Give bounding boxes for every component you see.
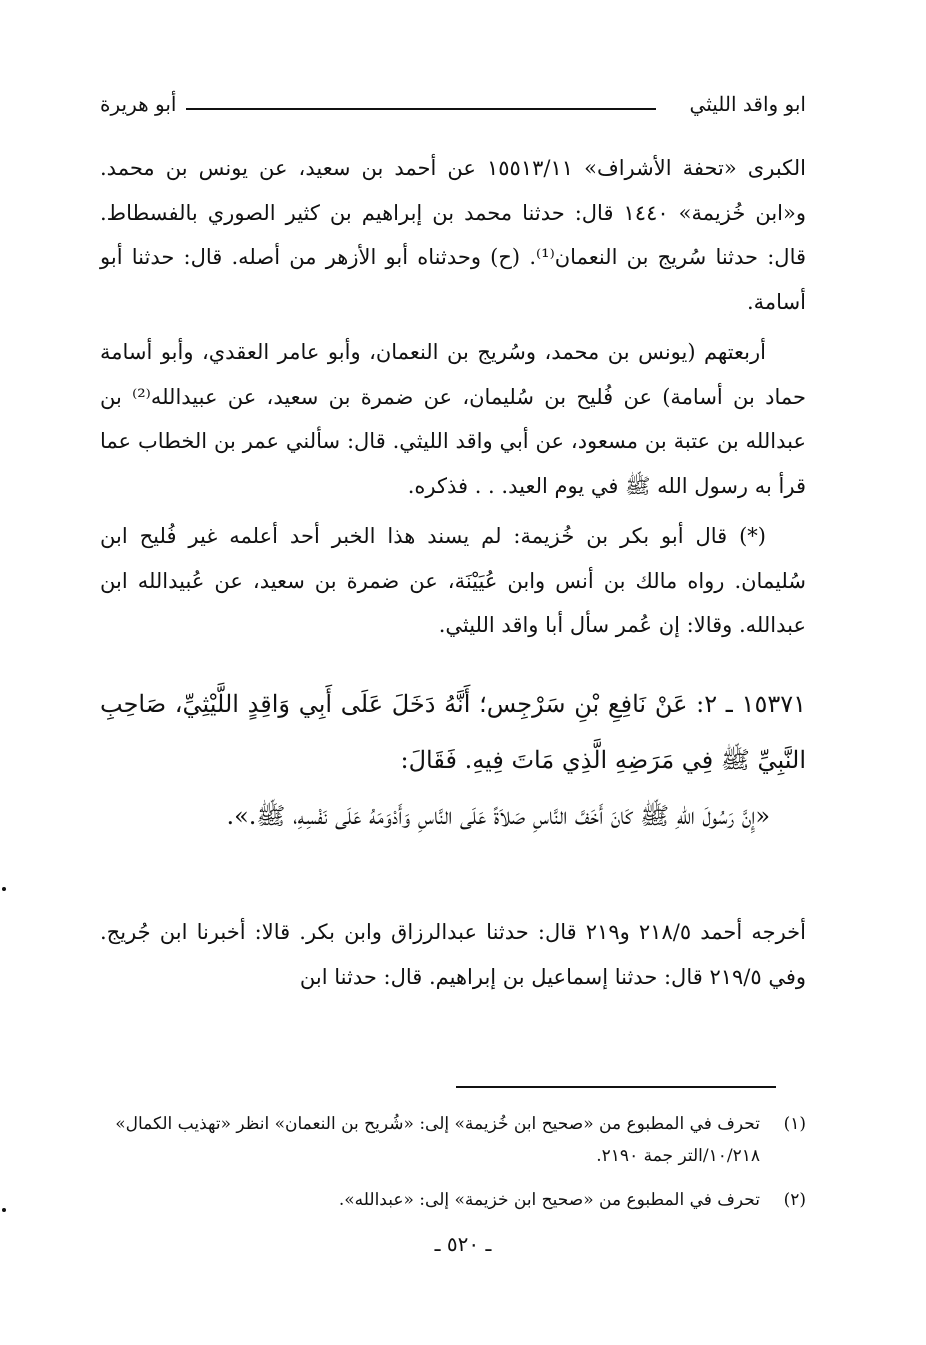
hadith-quote: «إِنَّ رَسُولَ اللهِ ﷺ كَانَ أَخَفَّ النَّاسِ صَلاَةً عَلَى النَّاسِ وَأَدْوَمَهُ عَلَى نَفْسِهِ، ﷺ.».: [226, 802, 770, 830]
header-chapter-title: ابو واقد الليثي: [689, 92, 806, 116]
footnote-number: (١): [783, 1114, 806, 1134]
takhrij-paragraph: أخرجه أحمد ٢١٨/٥ و٢١٩ قال: حدثنا عبدالرزاق وابن بكر. قالا: أخبرنا ابن جُريج. وفي ٢١٩/٥ قال: حدثنا إسماعيل بن إبراهيم. قال: حدثنا ابن: [100, 920, 806, 989]
header-book-title: أبو هريرة: [100, 92, 177, 116]
narrators-paragraph: أربعتهم (يونس بن محمد، وسُريج بن النعمان، وأبو عامر العقدي، وأبو أسامة حماد بن أسامة) عن فُليح بن سُليمان، عن ضمرة بن سعيد، عن عبيدالله⁽²⁾ بن عبدالله بن عتبة بن مسعود، عن أبي واقد الليثي. قال: سألني عمر بن الخطاب عما قرأ به رسول الله ﷺ في يوم العيد. . . فذكره.: [100, 340, 806, 498]
running-header: [100, 92, 806, 126]
intro-paragraph-block: [100, 146, 806, 324]
header-rule: [186, 108, 656, 110]
scan-edge-mark: [2, 887, 6, 891]
note-paragraph: (*) قال أبو بكر بن خُزيمة: لم يسند هذا الخبر أحد أعلمه غير فُليح ابن سُليمان. رواه مالك بن أنس وابن عُيَيْنَة، عن ضمرة بن سعيد، عن عُبيدالله ابن عبدالله. وقالا: إن عُمر سأل أبا واقد الليثي.: [100, 524, 806, 637]
footnote-1: [100, 1108, 806, 1172]
footnote-separator: [456, 1086, 776, 1088]
footnote-text: تحرف في المطبوع من «صحيح ابن خُزيمة» إلى: «شُريح بن النعمان» انظر «تهذيب الكمال» ١٠/٢١٨/التر جمة ٢١٩٠.: [115, 1114, 760, 1166]
hadith-intro: ١٥٣٧١ ـ ٢: عَنْ نَافِعِ بْنِ سَرْجِس؛ أَنَّهُ دَخَلَ عَلَى أَبِي وَاقِدٍ اللَّيْثِيِّ، صَاحِبِ النَّبِيِّ ﷺ فِي مَرَضِهِ الَّذِي مَاتَ فِيهِ. فَقَالَ:: [100, 690, 806, 774]
scan-edge-mark: [2, 1208, 6, 1212]
narrators-paragraph-block: [100, 330, 806, 508]
footnote-number: (٢): [783, 1190, 806, 1210]
footnote-2: [100, 1184, 806, 1216]
page-number: ـ ٥٢٠ ـ: [434, 1232, 492, 1256]
takhrij-paragraph-block: [100, 910, 806, 999]
footnotes: [100, 1108, 806, 1216]
footnote-text: تحرف في المطبوع من «صحيح ابن خزيمة» إلى: «عبدالله».: [338, 1190, 760, 1210]
hadith-block: [100, 676, 806, 844]
intro-paragraph: الكبرى «تحفة الأشراف» ١٥٥١٣/١١ عن أحمد بن سعيد، عن يونس بن محمد. و«ابن خُزيمة» ١٤٤٠ قال: حدثنا محمد بن إبراهيم بن كثير الصوري بالفسطاط. قال: حدثنا سُريج بن النعمان⁽¹⁾. (ح) وحدثناه أبو الأزهر من أصله. قال: حدثنا أبو أسامة.: [100, 156, 807, 314]
note-paragraph-block: [100, 514, 806, 648]
